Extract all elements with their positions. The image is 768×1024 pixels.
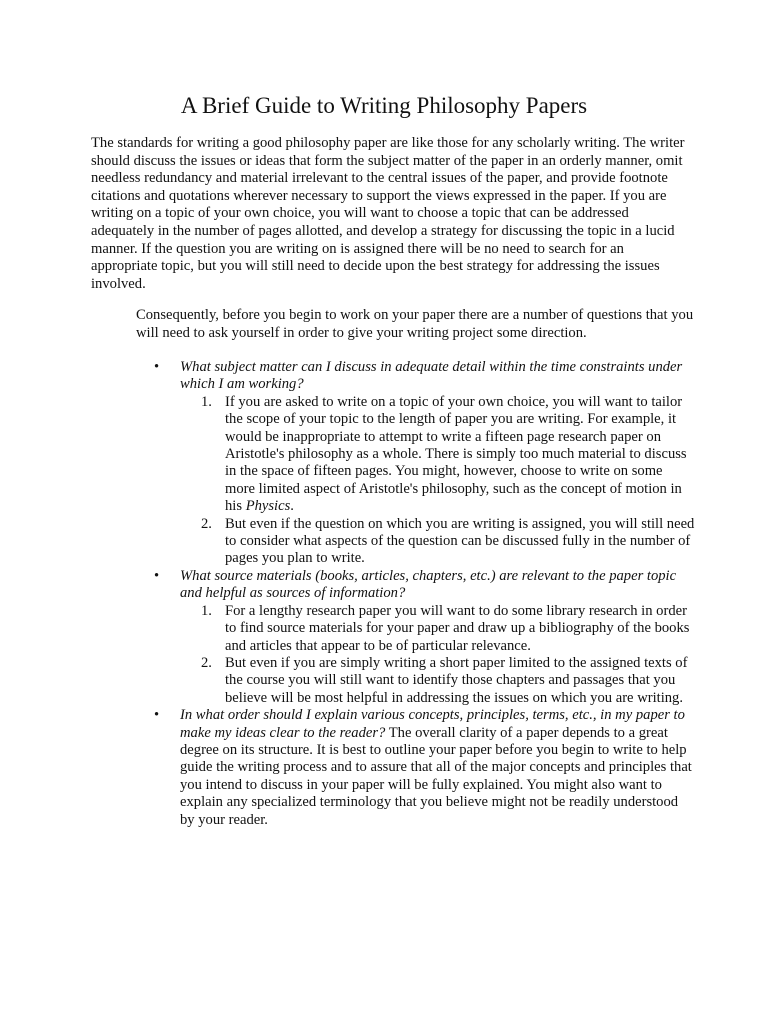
answer-item [180,394,696,516]
question-text: What source materials (books, articles, chapters, etc.) are relevant to the paper topic and helpful as sources of information? [180,567,677,602]
answer-text: The overall clarity of a paper depends to a great degree on its structure. It is best to outline your paper before you begin to write to help guide the writing process and to assure that all of the major concepts and principles that you intend to discuss in your paper will be fully explained. You might also want to explain any specialized terminology that you believe might not be readily understood by your reader. [180,724,692,828]
bullet-icon: • [154,707,160,724]
question-item [136,359,696,568]
answer-text: If you are asked to write on a topic of your own choice, you will want to tailor the scope of your topic to the length of paper you are writing. For example, it would be inappropriate to attempt to write a fifteen page research paper on Aristotle's philosophy as a whole. There is simply too much material to discuss in the space of fifteen pages. You might, however, choose to write on some more limited aspect of Aristotle's philosophy, such as the concept of motion in his [225,393,687,515]
item-number: 1. [201,393,212,410]
lead-paragraph: Consequently, before you begin to work on your paper there are a number of questions that you will need to ask yourself in order to give your writing project some direction. [136,307,694,341]
answer-text: But even if you are simply writing a short paper limited to the assigned texts of the course you will still want to identify those chapters and passages that you believe will be most helpful in addressing the issues on which you are writing. [225,654,688,706]
question-item [136,568,696,707]
question-text: In what order should I explain various concepts, principles, terms, etc., in my paper to make my ideas clear to the reader? [180,707,685,741]
item-number: 2. [201,654,212,671]
answer-text-italic: Physics [245,498,291,515]
bullet-icon: • [154,567,160,584]
answer-list [180,603,696,707]
answer-item [180,603,696,655]
document-title: A Brief Guide to Writing Philosophy Papers [180,93,588,118]
answer-text: But even if the question on which you are writing is assigned, you will still need to consider what aspects of the question can be discussed fully in the number of pages you plan to write. [225,515,695,567]
bullet-icon: • [154,359,160,375]
item-number: 1. [201,602,212,619]
question-text: What subject matter can I discuss in adequate detail within the time constraints under which I am working? [180,359,683,393]
question-list [136,359,696,829]
item-number: 2. [201,515,212,532]
answer-item [180,655,696,707]
question-item [136,707,696,829]
answer-item [180,516,696,568]
answer-list [180,394,696,568]
answer-text-end: . [290,498,294,515]
intro-paragraph: The standards for writing a good philosophy paper are like those for any scholarly writing. The writer should discuss the issues or ideas that form the subject matter of the paper in an orderly manner, omit needless redundancy and material irrelevant to the central issues of the paper, and provide footnote citations and quotations wherever necessary to support the views expressed in the paper. If you are writing on a topic of your own choice, you will want to choose a topic that can be addressed adequately in the number of pages allotted, and develop a strategy for discussing the topic in a lucid manner. If the question you are writing on is assigned there will be no need to search for an appropriate topic, but you will still need to decide upon the best strategy for addressing the issues involved. [91,135,685,292]
answer-text: For a lengthy research paper you will want to do some library research in order to find source materials for your paper and draw up a bibliography of the books and articles that appear to be of particular relevance. [225,602,690,654]
